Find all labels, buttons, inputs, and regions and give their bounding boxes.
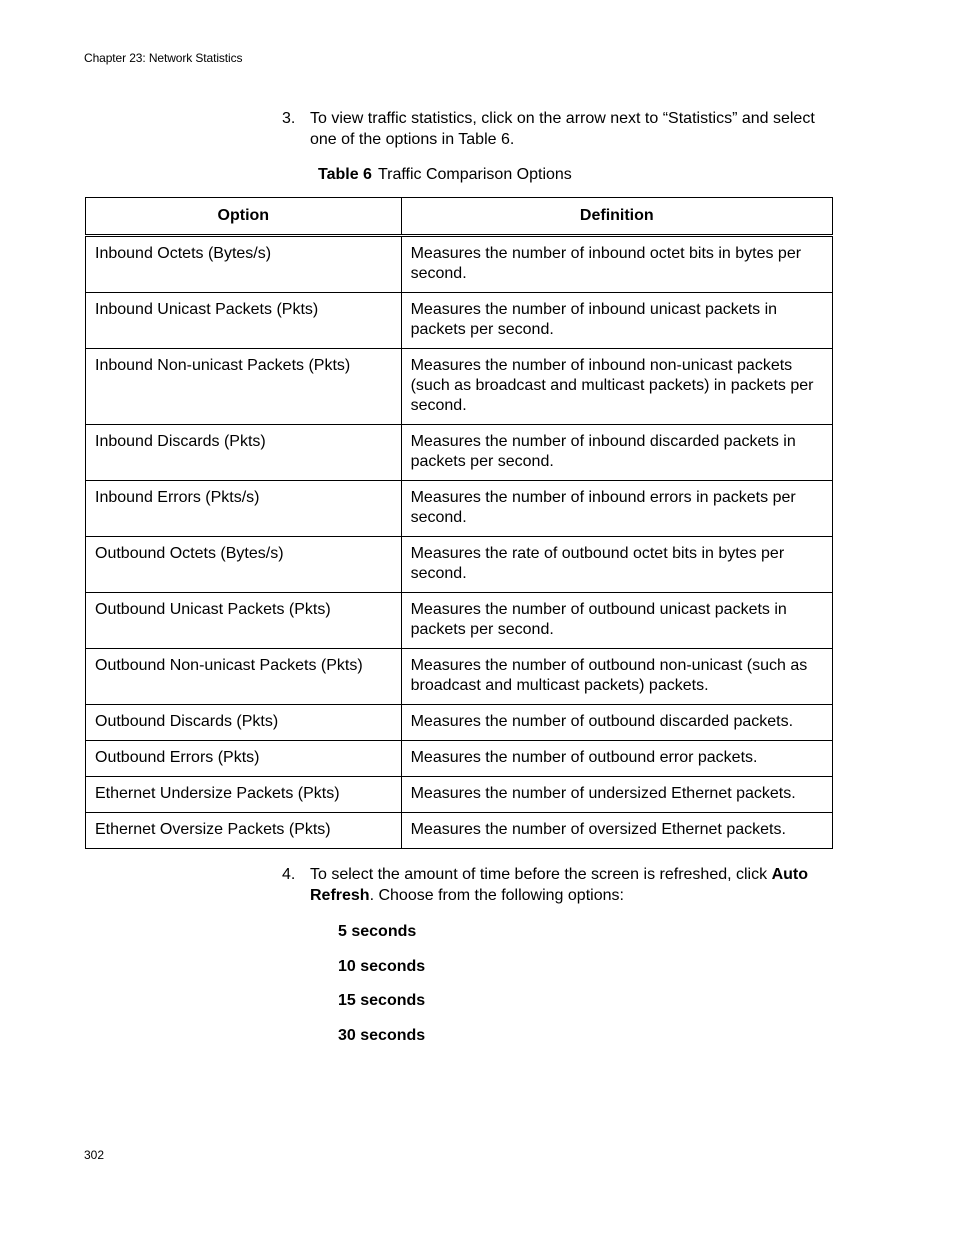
- refresh-option: 10 seconds: [338, 957, 426, 975]
- column-header-option: Option: [86, 198, 402, 236]
- table-row: [86, 705, 833, 741]
- table-row: [86, 236, 833, 293]
- traffic-comparison-table: [85, 197, 833, 849]
- refresh-option: 30 seconds: [338, 1026, 426, 1044]
- table-caption-label: Table 6: [318, 166, 372, 183]
- step-number: 4.: [282, 866, 296, 883]
- table-row: [86, 649, 833, 705]
- definition-cell: Measures the number of outbound error packets.: [401, 741, 832, 777]
- option-cell: Outbound Errors (Pkts): [86, 741, 402, 777]
- table-header-row: [86, 198, 833, 236]
- table-row: [86, 293, 833, 349]
- definition-cell: Measures the number of outbound unicast packets in packets per second.: [401, 593, 832, 649]
- table-row: [86, 813, 833, 849]
- refresh-option: 5 seconds: [338, 923, 417, 940]
- table-row: [86, 537, 833, 593]
- option-cell: Outbound Discards (Pkts): [86, 705, 402, 741]
- option-cell: Outbound Octets (Bytes/s): [86, 537, 402, 593]
- running-header: Chapter 23: Network Statistics: [84, 51, 243, 65]
- definition-cell: Measures the number of inbound non-unicast packets (such as broadcast and multicast packets) in packets per second.: [401, 349, 832, 425]
- definition-cell: Measures the number of inbound discarded packets in packets per second.: [401, 425, 832, 481]
- step-text-start: To select the amount of time before the screen is refreshed, click: [310, 866, 772, 883]
- option-cell: Outbound Non-unicast Packets (Pkts): [86, 649, 402, 705]
- step-text: To view traffic statistics, click on the arrow next to “Statistics” and select one of the options in Table 6.: [310, 110, 815, 148]
- step-4: [282, 864, 842, 906]
- definition-cell: Measures the number of outbound non-unicast (such as broadcast and multicast packets) packets.: [401, 649, 832, 705]
- table-caption-title: Traffic Comparison Options: [377, 166, 572, 183]
- definition-cell: Measures the number of inbound unicast packets in packets per second.: [401, 293, 832, 349]
- definition-cell: Measures the number of outbound discarded packets.: [401, 705, 832, 741]
- refresh-options-list: [338, 922, 425, 1060]
- page-number: 302: [84, 1148, 105, 1162]
- option-cell: Inbound Octets (Bytes/s): [86, 236, 402, 293]
- option-cell: Ethernet Undersize Packets (Pkts): [86, 777, 402, 813]
- definition-cell: Measures the number of inbound errors in packets per second.: [401, 481, 832, 537]
- table-row: [86, 777, 833, 813]
- step-text: [310, 864, 842, 906]
- option-cell: Outbound Unicast Packets (Pkts): [86, 593, 402, 649]
- definition-cell: Measures the number of oversized Ethernet packets.: [401, 813, 832, 849]
- column-header-definition: Definition: [401, 198, 832, 236]
- auto-refresh-term: Auto Refresh: [310, 866, 808, 904]
- table-row: [86, 481, 833, 537]
- step-number: 3.: [282, 110, 296, 127]
- table-row: [86, 593, 833, 649]
- definition-cell: Measures the number of undersized Ethernet packets.: [401, 777, 832, 813]
- step-3: [282, 108, 842, 150]
- option-cell: Inbound Errors (Pkts/s): [86, 481, 402, 537]
- table-row: [86, 741, 833, 777]
- option-cell: Inbound Unicast Packets (Pkts): [86, 293, 402, 349]
- option-cell: Inbound Non-unicast Packets (Pkts): [86, 349, 402, 425]
- option-cell: Ethernet Oversize Packets (Pkts): [86, 813, 402, 849]
- table-row: [86, 349, 833, 425]
- step-text-end: . Choose from the following options:: [369, 887, 624, 904]
- refresh-option: 15 seconds: [338, 992, 426, 1009]
- table-row: [86, 425, 833, 481]
- definition-cell: Measures the rate of outbound octet bits in bytes per second.: [401, 537, 832, 593]
- option-cell: Inbound Discards (Pkts): [86, 425, 402, 481]
- table-caption: [318, 166, 572, 184]
- definition-cell: Measures the number of inbound octet bits in bytes per second.: [401, 236, 832, 293]
